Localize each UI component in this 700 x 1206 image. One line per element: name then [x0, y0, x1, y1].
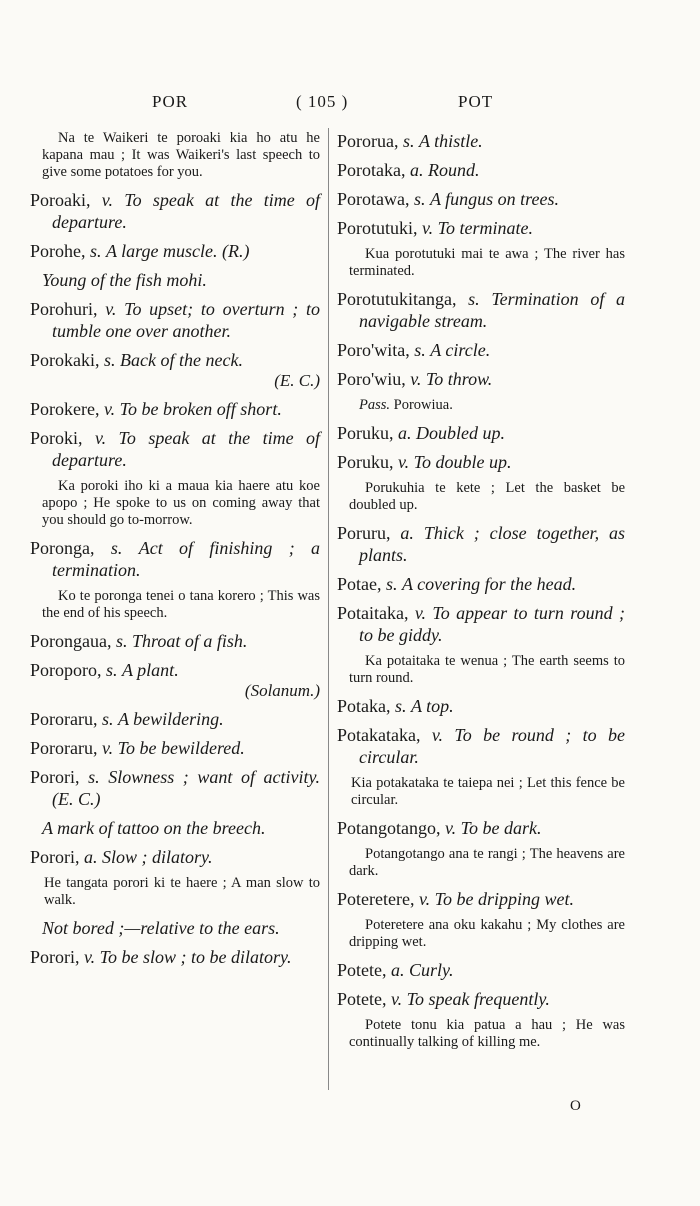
usage-example: Potete tonu kia patua a hau ; He was continually talking of killing me. — [349, 1017, 625, 1050]
entry-headword: Potakataka, — [337, 725, 421, 745]
entry-part-of-speech: s. — [106, 660, 118, 680]
usage-example: Ko te poronga tenei o tana korero ; This was the end of his speech. — [42, 588, 320, 621]
entry-headword: Potete, — [337, 960, 387, 980]
column-divider — [328, 128, 329, 1090]
dictionary-entry — [337, 724, 625, 768]
entry-definition: Termination of a navigable stream. — [359, 289, 625, 331]
entry-definition: A covering for the head. — [402, 574, 577, 594]
entry-definition: To be round ; to be circular. — [359, 725, 626, 767]
dictionary-entry — [30, 659, 320, 701]
entry-headword: Poro'wita, — [337, 340, 410, 360]
entry-headword: Porotutukitanga, — [337, 289, 457, 309]
dictionary-entry — [337, 130, 625, 152]
entry-part-of-speech: s. — [413, 189, 426, 209]
dictionary-entry — [337, 817, 625, 839]
sense-definition: Not bored ;—relative to the ears. — [42, 918, 280, 938]
entry-definition: Doubled up. — [416, 423, 506, 443]
entry-headword: Poruru, — [337, 523, 391, 543]
entry-definition: Round. — [427, 160, 480, 180]
entry-definition: To throw. — [425, 369, 493, 389]
usage-example: Porukuhia te kete ; Let the basket be doubled up. — [349, 480, 625, 513]
entry-part-of-speech: a. — [391, 960, 405, 980]
dictionary-entry — [337, 988, 625, 1010]
entry-definition: To speak frequently. — [406, 989, 550, 1009]
entry-headword: Porokere, — [30, 399, 100, 419]
entry-definition: Slowness ; want of activity. — [108, 767, 321, 787]
dictionary-entry — [337, 695, 625, 717]
entry-part-of-speech: s. — [414, 340, 426, 360]
running-head-left: POR — [152, 92, 189, 111]
entry-definition: To double up. — [413, 452, 512, 472]
entry-headword: Potaka, — [337, 696, 391, 716]
dictionary-entry — [337, 451, 625, 473]
entry-definition: To upset; to overturn ; to tumble one over another. — [52, 299, 320, 341]
entry-part-of-speech: s. — [395, 696, 407, 716]
entry-source: (E. C.) — [274, 371, 320, 390]
dictionary-entry — [337, 159, 625, 181]
entry-definition: To be broken off short. — [119, 399, 282, 419]
usage-example: Ka potaitaka te wenua ; The earth seems to turn round. — [349, 653, 625, 686]
usage-example: Kua porotutuki mai te awa ; The river has terminated. — [349, 246, 625, 279]
entry-headword: Poro'wiu, — [337, 369, 406, 389]
entry-headword: Porotutuki, — [337, 218, 418, 238]
entry-definition: To speak at the time of departure. — [52, 190, 321, 232]
entry-headword: Poroki, — [30, 428, 83, 448]
dictionary-entry — [30, 946, 320, 968]
entry-definition: A top. — [411, 696, 454, 716]
entry-headword: Porokaki, — [30, 350, 100, 370]
entry-part-of-speech: v. — [445, 818, 457, 838]
dictionary-entry — [30, 630, 320, 652]
entry-part-of-speech: v. — [391, 989, 403, 1009]
entry-part-of-speech: v. — [101, 738, 114, 758]
dictionary-entry — [337, 217, 625, 239]
entry-headword: Poruku, — [337, 423, 394, 443]
dictionary-entry — [30, 427, 320, 471]
entry-definition: A bewildering. — [118, 709, 224, 729]
usage-example: Na te Waikeri te poroaki kia ho atu he kapana mau ; It was Waikeri's last speech to give some potatoes for you. — [42, 130, 320, 180]
entry-headword: Porotawa, — [337, 189, 410, 209]
entry-definition: To be bewildered. — [117, 738, 245, 758]
entry-definition: Curly. — [409, 960, 454, 980]
dictionary-entry — [30, 189, 320, 233]
right-column — [337, 130, 625, 1059]
entry-headword: Porohe, — [30, 241, 86, 261]
dictionary-entry — [337, 888, 625, 910]
entry-headword: Potaitaka, — [337, 603, 409, 623]
entry-definition: Thick ; close together, as plants. — [359, 523, 625, 565]
entry-headword: Poroporo, — [30, 660, 102, 680]
entry-part-of-speech: s. — [104, 350, 116, 370]
entry-definition: To be dark. — [460, 818, 542, 838]
dictionary-entry — [337, 573, 625, 595]
entry-part-of-speech: s. — [386, 574, 398, 594]
sense-definition: Young of the fish mohi. — [42, 270, 207, 290]
entry-headword: Porori, — [30, 947, 80, 967]
dictionary-entry — [337, 288, 625, 332]
running-head-right: POT — [458, 92, 494, 111]
entry-headword: Poronga, — [30, 538, 95, 558]
entry-source: (R.) — [222, 241, 250, 261]
entry-part-of-speech: v. — [418, 889, 431, 909]
dictionary-entry — [30, 737, 320, 759]
entry-part-of-speech: v. — [84, 947, 96, 967]
dictionary-entry — [30, 846, 320, 868]
entry-headword: Potete, — [337, 989, 387, 1009]
entry-part-of-speech: a. — [400, 523, 414, 543]
entry-definition: Act of finishing ; a termination. — [52, 538, 321, 580]
dictionary-entry — [337, 188, 625, 210]
dictionary-entry — [337, 602, 625, 646]
entry-part-of-speech: s. — [115, 631, 128, 651]
entry-definition: Throat of a fish. — [132, 631, 248, 651]
entry-part-of-speech: a. — [398, 423, 412, 443]
entry-definition: To be slow ; to be dilatory. — [99, 947, 292, 967]
entry-headword: Potangotango, — [337, 818, 441, 838]
left-column — [30, 130, 320, 975]
entry-part-of-speech: v. — [431, 725, 444, 745]
dictionary-entry — [337, 959, 625, 981]
entry-sense — [30, 917, 320, 939]
entry-part-of-speech: s. — [90, 241, 102, 261]
entry-part-of-speech: s. — [101, 709, 114, 729]
entry-part-of-speech: v. — [101, 190, 113, 210]
entry-sense — [30, 269, 320, 291]
entry-headword: Porongaua, — [30, 631, 112, 651]
dictionary-entry — [30, 398, 320, 420]
entry-definition: To be dripping wet. — [434, 889, 574, 909]
entry-headword: Porori, — [30, 767, 80, 787]
entry-part-of-speech: s. — [468, 289, 480, 309]
passive-form — [337, 397, 625, 414]
entry-part-of-speech: v. — [414, 603, 427, 623]
dictionary-entry — [30, 708, 320, 730]
dictionary-entry — [30, 766, 320, 810]
entry-headword: Porotaka, — [337, 160, 406, 180]
entry-part-of-speech: s. — [88, 767, 100, 787]
usage-example: Ka poroki iho ki a maua kia haere atu koe apopo ; He spoke to us on coming away that you should go to-morrow. — [42, 478, 320, 528]
entry-headword: Pororua, — [337, 131, 399, 151]
signature-mark: O — [570, 1098, 581, 1114]
entry-headword: Pororaru, — [30, 709, 98, 729]
dictionary-entry — [337, 422, 625, 444]
entry-part-of-speech: v. — [398, 452, 410, 472]
entry-headword: Poteretere, — [337, 889, 415, 909]
dictionary-entry — [30, 298, 320, 342]
dictionary-entry — [337, 522, 625, 566]
entry-definition: To speak at the time of departure. — [52, 428, 321, 470]
entry-part-of-speech: v. — [105, 299, 117, 319]
passive-word: Porowiua. — [393, 397, 453, 413]
dictionary-entry — [30, 240, 320, 262]
entry-definition: To appear to turn round ; to be giddy. — [359, 603, 626, 645]
dictionary-entry — [337, 339, 625, 361]
entry-headword: Pororaru, — [30, 738, 98, 758]
entry-part-of-speech: s. — [403, 131, 415, 151]
dictionary-entry — [337, 368, 625, 390]
usage-example: He tangata porori ki te haere ; A man slow to walk. — [44, 875, 320, 908]
entry-definition: A plant. — [122, 660, 179, 680]
entry-definition: A large muscle. — [106, 241, 218, 261]
entry-part-of-speech: s. — [110, 538, 123, 558]
entry-part-of-speech: v. — [410, 369, 422, 389]
entry-part-of-speech: v. — [103, 399, 116, 419]
entry-definition: A fungus on trees. — [430, 189, 559, 209]
entry-definition: Slow ; dilatory. — [102, 847, 213, 867]
sense-definition: A mark of tattoo on the breech. — [42, 818, 266, 838]
entry-headword: Poruku, — [337, 452, 394, 472]
entry-sense — [30, 817, 320, 839]
entry-headword: Potae, — [337, 574, 382, 594]
usage-example: Poteretere ana oku kakahu ; My clothes are dripping wet. — [349, 917, 625, 950]
dictionary-entry — [30, 537, 320, 581]
entry-headword: Porori, — [30, 847, 80, 867]
entry-definition: A thistle. — [419, 131, 483, 151]
entry-part-of-speech: v. — [422, 218, 434, 238]
entry-part-of-speech: a. — [409, 160, 424, 180]
entry-headword: Porohuri, — [30, 299, 98, 319]
entry-definition: To terminate. — [437, 218, 534, 238]
dictionary-entry — [30, 349, 320, 391]
passive-label: Pass. — [359, 397, 391, 413]
entry-source: (E. C.) — [52, 789, 101, 809]
entry-definition: A circle. — [430, 340, 491, 360]
usage-example: Potangotango ana te rangi ; The heavens are dark. — [349, 846, 625, 879]
usage-example: Kia potakataka te taiepa nei ; Let this fence be circular. — [351, 775, 625, 808]
entry-headword: Poroaki, — [30, 190, 91, 210]
entry-source: (Solanum.) — [244, 681, 320, 700]
entry-part-of-speech: a. — [84, 847, 98, 867]
entry-definition: Back of the neck. — [120, 350, 243, 370]
entry-part-of-speech: v. — [94, 428, 107, 448]
page-number: ( 105 ) — [296, 92, 349, 111]
